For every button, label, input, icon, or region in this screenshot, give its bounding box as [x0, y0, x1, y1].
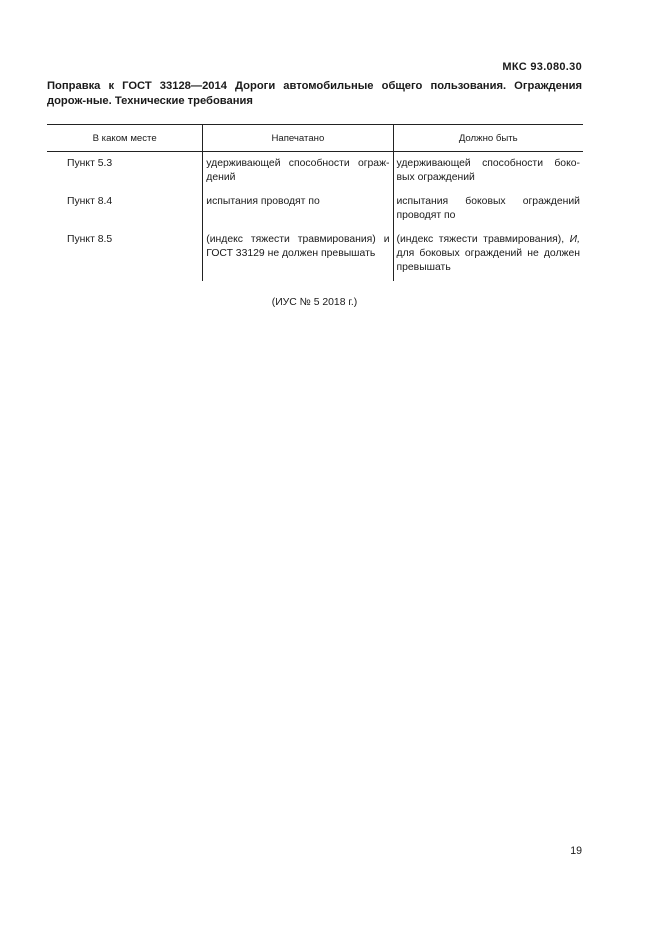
amendment-table: [47, 124, 583, 281]
cell-printed: удерживающей способности ограж-дений: [203, 152, 393, 192]
cell-place: Пункт 8.5: [67, 234, 113, 245]
cell-place: Пункт 5.3: [67, 158, 113, 169]
cell-should-be: испытания боковых ограждений проводят по: [393, 191, 583, 229]
cell-printed: (индекс тяжести травмирования) и ГОСТ 33129 не должен превышать: [203, 229, 393, 281]
column-header-place: В каком месте: [47, 125, 203, 152]
table-row: [47, 229, 583, 281]
cell-should-be-prefix: (индекс тяжести травмирования),: [396, 234, 570, 245]
cell-should-be: [393, 229, 583, 281]
mks-code: МКС 93.080.30: [502, 61, 582, 73]
column-header-printed: Напечатано: [203, 125, 393, 152]
amendment-title: Поправка к ГОСТ 33128—2014 Дороги автомобильные общего пользования. Ограждения дорож-ные. Технические требования: [47, 80, 582, 107]
table-row: [47, 191, 583, 229]
cell-should-be: удерживающей способности боко-вых ограждений: [393, 152, 583, 192]
column-header-should-be: Должно быть: [393, 125, 583, 152]
table-row: [47, 152, 583, 192]
cell-printed: испытания проводят по: [203, 191, 393, 229]
table-header-row: [47, 125, 583, 152]
source-reference: (ИУС № 5 2018 г.): [271, 297, 358, 308]
page-number: 19: [570, 845, 582, 857]
cell-should-be-italic: И,: [569, 234, 580, 245]
cell-should-be-suffix: для боковых ограждений не должен превышать: [396, 248, 580, 273]
cell-place: Пункт 8.4: [67, 196, 113, 207]
